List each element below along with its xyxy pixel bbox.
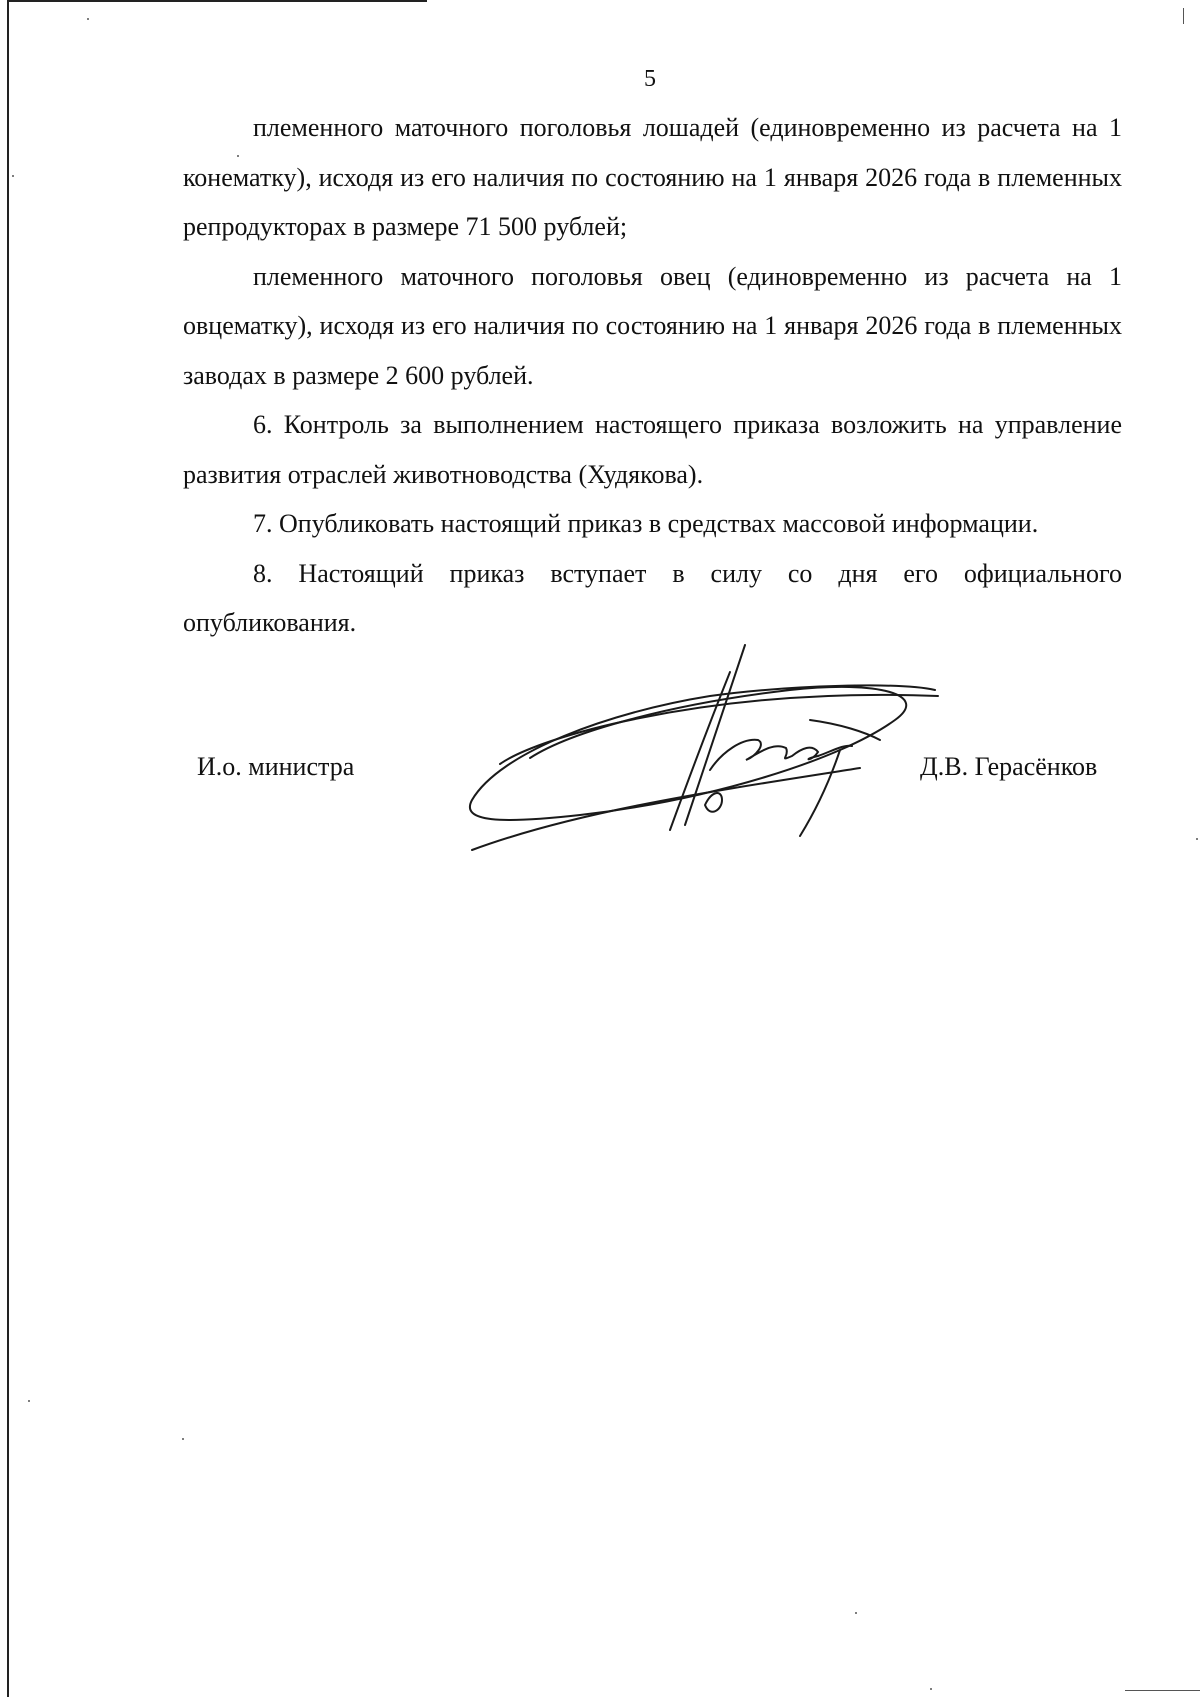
scan-edge-top xyxy=(7,0,427,2)
scan-speck xyxy=(28,1400,30,1402)
scan-speck xyxy=(87,18,89,20)
paragraph-control: 6. Контроль за выполнением настоящего приказа возложить на управление развития отраслей животноводства (Худякова). xyxy=(183,410,1122,489)
scan-edge-left xyxy=(7,0,9,1697)
scan-speck xyxy=(855,1612,857,1614)
scan-speck xyxy=(1196,838,1198,840)
scan-edge-right xyxy=(1183,8,1184,24)
paragraph-sheep: племенного маточного поголовья овец (единовременно из расчета на 1 овцематку), исходя из его наличия по состоянию на 1 января 2026 года в племенных заводах в размере 2 600 рублей. xyxy=(183,261,1122,390)
paragraph-effective: 8. Настоящий приказ вступает в силу со дня его официального опубликования. xyxy=(183,558,1122,637)
scan-speck xyxy=(12,175,14,177)
paragraph-horses: племенного маточного поголовья лошадей (единовременно из расчета на 1 конематку), исходя из его наличия по состоянию на 1 января 2026 года в племенных репродукторах в размере 71 500 рублей; xyxy=(183,113,1122,241)
signatory-title: И.о. министра xyxy=(197,752,355,781)
signatory-name: Д.В. Герасёнков xyxy=(920,752,1098,781)
handwritten-signature xyxy=(460,640,940,870)
scan-speck xyxy=(930,1688,932,1690)
scan-speck xyxy=(182,1438,184,1440)
document-body xyxy=(183,103,1122,648)
paragraph-publish: 7. Опубликовать настоящий приказ в средствах массовой информации. xyxy=(253,509,1039,538)
page-number: 5 xyxy=(644,66,656,92)
scan-corner-mark xyxy=(1125,1690,1200,1691)
